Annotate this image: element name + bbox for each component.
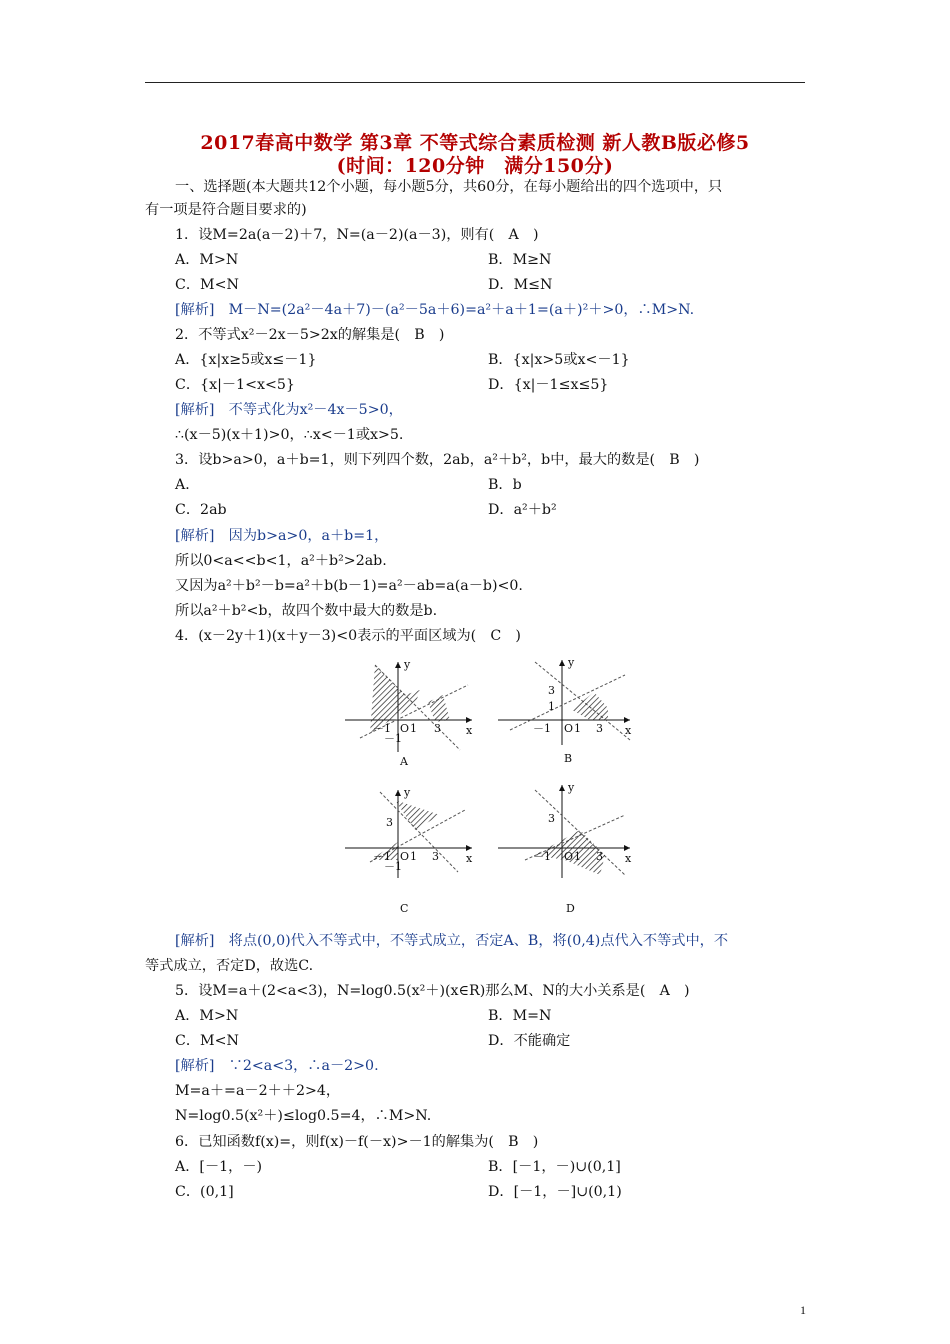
panel-d-tick: －1	[533, 850, 551, 863]
question-3: 3．设b>a>0，a＋b=1，则下列四个数，2ab，a²＋b²，b中，最大的数是( B )	[175, 452, 700, 468]
question-6: 6．已知函数f(x)=，则f(x)－f(－x)>－1的解集为( B )	[175, 1134, 539, 1150]
q3-option-d: D．a²＋b²	[488, 502, 557, 518]
question-4: 4．(x－2y＋1)(x＋y－3)<0表示的平面区域为( C )	[175, 628, 521, 644]
panel-c	[345, 786, 473, 915]
panel-a-tick: 1	[410, 722, 417, 735]
question-1: 1．设M=2a(a－2)＋7，N=(a－2)(a－3)，则有( A )	[175, 227, 539, 243]
header-rule	[145, 82, 805, 83]
panel-c-tick: 1	[410, 850, 417, 863]
q1-option-b: B．M≥N	[488, 252, 552, 268]
panel-b-tick: 3	[596, 722, 603, 735]
q3-option-c: C．2ab	[175, 502, 227, 518]
q2-explanation: [解析] 不等式化为x²－4x－5>0，	[175, 402, 403, 418]
panel-a-y-label: y	[404, 658, 411, 671]
q3-option-a: A．	[175, 477, 200, 493]
q3-explanation: [解析] 因为b>a>0，a＋b=1，	[175, 528, 389, 544]
page-number: 1	[800, 1303, 806, 1317]
panel-a-origin: O	[400, 722, 410, 735]
q2-option-a: A．{x|x≥5或x≤－1}	[175, 352, 317, 368]
panel-b-label: B	[564, 752, 573, 765]
panel-d	[498, 781, 632, 915]
panel-c-tick: －1	[384, 860, 402, 873]
question-2: 2．不等式x²－2x－5>2x的解集是( B )	[175, 327, 445, 343]
panel-d-y-label: y	[568, 781, 575, 794]
panel-a-tick: －1	[384, 732, 402, 745]
panel-c-tick: 3	[432, 850, 439, 863]
panel-d-tick: 1	[574, 850, 581, 863]
document-title: 2017春高中数学 第3章 不等式综合素质检测 新人教B版必修5	[200, 132, 750, 154]
q5-option-a: A．M>N	[175, 1008, 239, 1024]
panel-c-origin: O	[400, 850, 410, 863]
q5-explanation-2: M=a＋=a－2＋＋2>4，	[175, 1083, 341, 1099]
q6-option-d: D．[－1，－]∪(0,1)	[488, 1184, 622, 1200]
panel-c-tick: －1	[373, 850, 391, 863]
q6-option-a: A．[－1，－)	[175, 1159, 263, 1175]
panel-d-origin: O	[564, 850, 574, 863]
panel-b-origin: O	[564, 722, 574, 735]
q6-option-b: B．[－1，－)∪(0,1]	[488, 1159, 621, 1175]
panel-a-label: A	[400, 755, 408, 768]
q2-option-c: C．{x|－1<x<5}	[175, 377, 295, 393]
q3-explanation-4: 所以a²＋b²<b，故四个数中最大的数是b.	[175, 603, 438, 619]
q5-explanation-3: N=log0.5(x²＋)≤log0.5=4，∴M>N.	[175, 1108, 432, 1124]
q1-option-d: D．M≤N	[488, 277, 553, 293]
document-subtitle: (时间：120分钟 满分150分)	[336, 155, 614, 177]
panel-b-tick: 3	[548, 684, 555, 697]
panel-b-y-label: y	[568, 656, 575, 669]
q1-option-c: C．M<N	[175, 277, 239, 293]
panel-d-tick: 3	[548, 812, 555, 825]
region-figure-svg	[340, 650, 640, 920]
q3-explanation-2: 所以0<a<<b<1，a²＋b²>2ab.	[175, 553, 387, 569]
q1-option-a: A．M>N	[175, 252, 239, 268]
q5-option-c: C．M<N	[175, 1033, 239, 1049]
q4-explanation: [解析] 将点(0,0)代入不等式中，不等式成立，否定A、B，将(0,4)点代入不等式中，不	[175, 933, 729, 949]
q6-option-c: C．(0,1]	[175, 1184, 234, 1200]
region-figure	[340, 650, 640, 920]
panel-c-x-label: x	[466, 852, 473, 865]
question-5: 5．设M=a＋(2<a<3)，N=log0.5(x²＋)(x∈R)那么M、N的大小关系是( A )	[175, 983, 690, 999]
panel-a-x-label: x	[466, 724, 473, 737]
panel-b-tick: －1	[533, 722, 551, 735]
panel-d-x-label: x	[625, 852, 632, 865]
panel-b-tick: 1	[548, 700, 555, 713]
q5-option-d: D．不能确定	[488, 1033, 571, 1049]
panel-b-x-label: x	[625, 724, 632, 737]
panel-d-tick: 3	[596, 850, 603, 863]
panel-b	[498, 656, 632, 765]
panel-d-label: D	[566, 902, 575, 915]
q4-explanation-2: 等式成立，否定D，故选C.	[145, 958, 314, 974]
panel-c-tick: 3	[386, 816, 393, 829]
q3-explanation-3: 又因为a²＋b²－b=a²＋b(b－1)=a²－ab=a(a－b)<0.	[175, 578, 523, 594]
q5-explanation: [解析] ∵2<a<3，∴a－2>0.	[175, 1058, 379, 1074]
q3-option-b: B．b	[488, 477, 522, 493]
panel-a	[345, 658, 473, 768]
section-heading: 一、选择题(本大题共12个小题，每小题5分，共60分，在每小题给出的四个选项中，只	[175, 179, 723, 195]
q1-explanation: [解析] M－N=(2a²－4a＋7)－(a²－5a＋6)=a²＋a＋1=(a＋)²＋>0，∴M>N.	[175, 302, 695, 318]
section-heading-cont: 有一项是符合题目要求的)	[145, 202, 307, 218]
q2-explanation-2: ∴(x－5)(x＋1)>0，∴x<－1或x>5.	[175, 427, 404, 443]
q2-option-b: B．{x|x>5或x<－1}	[488, 352, 630, 368]
q2-option-d: D．{x|－1≤x≤5}	[488, 377, 609, 393]
panel-c-label: C	[400, 902, 409, 915]
panel-a-tick: －1	[373, 722, 391, 735]
panel-a-tick: 3	[434, 722, 441, 735]
panel-c-y-label: y	[404, 786, 411, 799]
panel-b-tick: 1	[574, 722, 581, 735]
q5-option-b: B．M=N	[488, 1008, 552, 1024]
